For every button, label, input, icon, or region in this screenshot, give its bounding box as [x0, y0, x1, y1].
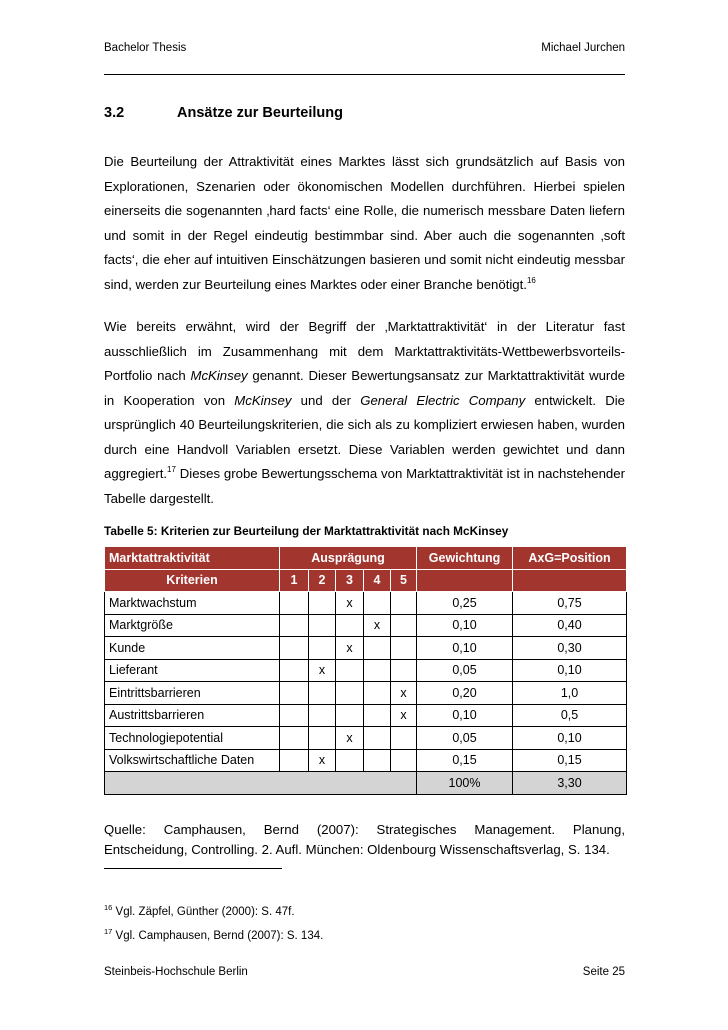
rating-cell-3: x — [336, 592, 364, 615]
rating-cell-2 — [309, 704, 336, 727]
header-kriterien: Kriterien — [105, 569, 280, 592]
section-number: 3.2 — [104, 105, 125, 121]
criterion-name: Volkswirtschaftliche Daten — [105, 749, 280, 772]
ge-emphasis: General Electric Company — [360, 392, 526, 408]
header-empty-position — [513, 569, 627, 592]
total-label-cell — [105, 772, 417, 795]
table-row — [105, 704, 627, 727]
rating-cell-4: x — [364, 614, 391, 637]
criteria-table — [104, 546, 627, 795]
rating-cell-1 — [280, 614, 309, 637]
rating-cell-5 — [391, 727, 417, 750]
criterion-name: Kunde — [105, 637, 280, 660]
rating-cell-4 — [364, 592, 391, 615]
scale-1: 1 — [280, 569, 309, 592]
rating-cell-1 — [280, 682, 309, 705]
rating-cell-5 — [391, 749, 417, 772]
table-row — [105, 637, 627, 660]
header-author: Michael Jurchen — [541, 42, 625, 54]
table-row — [105, 614, 627, 637]
paragraph-2-text-5: Dieses grobe Bewertungsschema von Marktattraktivität ist in nachstehender Tabelle dargestellt. — [104, 466, 625, 506]
paragraph-1-text: Die Beurteilung der Attraktivität eines Marktes lässt sich grundsätzlich auf Basis von Explorationen, Szenarien oder ökonomischen Modellen durchführen. Hierbei spielen einerseits die sogenannten ‚hard facts‘ eine Rolle, die numerisch messbare Daten liefern und somit in der Regel eindeutig bestimmbar sind. Aber auch die sogenannten ‚soft facts‘, die eher auf intuitiven Einschätzungen basieren und somit nicht eindeutig messbar sind, werden zur Beurteilung eines Marktes oder einer Branche benötigt. — [104, 154, 625, 292]
rating-cell-5 — [391, 592, 417, 615]
section-heading — [104, 105, 343, 121]
table-caption: Tabelle 5: Kriterien zur Beurteilung der Marktattraktivität nach McKinsey — [104, 524, 509, 538]
footnote-rule — [104, 868, 282, 869]
rating-cell-1 — [280, 704, 309, 727]
footnote-ref-17[interactable]: 17 — [167, 465, 176, 474]
criterion-weight: 0,05 — [417, 659, 513, 682]
criterion-position: 0,75 — [513, 592, 627, 615]
criterion-name: Marktwachstum — [105, 592, 280, 615]
page-footer — [104, 966, 625, 978]
footnote-16-text: Vgl. Zäpfel, Günther (2000): S. 47f. — [115, 906, 295, 918]
mckinsey-emphasis-2: McKinsey — [234, 392, 292, 408]
criterion-position: 0,10 — [513, 659, 627, 682]
table-row — [105, 749, 627, 772]
criterion-weight: 0,10 — [417, 637, 513, 660]
criterion-weight: 0,20 — [417, 682, 513, 705]
page-number: Seite 25 — [582, 966, 625, 978]
rating-cell-2: x — [309, 749, 336, 772]
header-auspraegung: Ausprägung — [280, 547, 417, 570]
rating-cell-3 — [336, 749, 364, 772]
scale-4: 4 — [364, 569, 391, 592]
rating-cell-3: x — [336, 637, 364, 660]
table-row — [105, 659, 627, 682]
rating-cell-5: x — [391, 704, 417, 727]
criterion-name: Austrittsbarrieren — [105, 704, 280, 727]
paragraph-2-text-3: und der — [291, 392, 361, 408]
criterion-position: 0,40 — [513, 614, 627, 637]
rating-cell-5: x — [391, 682, 417, 705]
criterion-weight: 0,10 — [417, 614, 513, 637]
header-gewichtung: Gewichtung — [417, 547, 513, 570]
header-thesis-label: Bachelor Thesis — [104, 42, 187, 54]
criterion-name: Marktgröße — [105, 614, 280, 637]
table-total-row — [105, 772, 627, 795]
criterion-position: 0,15 — [513, 749, 627, 772]
rating-cell-5 — [391, 659, 417, 682]
scale-3: 3 — [336, 569, 364, 592]
rating-cell-5 — [391, 614, 417, 637]
table-body — [105, 592, 627, 772]
footnote-17-number: 17 — [104, 927, 113, 936]
footnote-17 — [104, 927, 324, 942]
rating-cell-1 — [280, 659, 309, 682]
footnote-17-text: Vgl. Camphausen, Bernd (2007): S. 134. — [115, 930, 324, 942]
rating-cell-4 — [364, 749, 391, 772]
table-row — [105, 727, 627, 750]
rating-cell-2: x — [309, 659, 336, 682]
rating-cell-2 — [309, 637, 336, 660]
criterion-name: Lieferant — [105, 659, 280, 682]
scale-2: 2 — [309, 569, 336, 592]
rating-cell-3: x — [336, 727, 364, 750]
criterion-name: Eintrittsbarrieren — [105, 682, 280, 705]
table-header-row-1 — [105, 547, 627, 570]
criterion-position: 0,30 — [513, 637, 627, 660]
table-row — [105, 592, 627, 615]
rating-cell-1 — [280, 727, 309, 750]
criterion-weight: 0,05 — [417, 727, 513, 750]
rating-cell-1 — [280, 749, 309, 772]
rating-cell-5 — [391, 637, 417, 660]
paragraph-1 — [104, 150, 625, 297]
mckinsey-emphasis-1: McKinsey — [190, 368, 248, 383]
header-empty-weight — [417, 569, 513, 592]
rating-cell-3 — [336, 682, 364, 705]
rating-cell-2 — [309, 682, 336, 705]
criterion-position: 0,5 — [513, 704, 627, 727]
footnote-16 — [104, 903, 295, 918]
rating-cell-3 — [336, 614, 364, 637]
criterion-name: Technologiepotential — [105, 727, 280, 750]
rating-cell-4 — [364, 704, 391, 727]
rating-cell-4 — [364, 637, 391, 660]
footnote-ref-16[interactable]: 16 — [526, 275, 536, 285]
footer-institution: Steinbeis-Hochschule Berlin — [104, 966, 248, 978]
page-header — [104, 42, 625, 54]
paragraph-2-text-2: genannt. Dieser Bewertungsansatz zur Marktattraktivität wurde in Kooperation von — [104, 368, 625, 408]
rating-cell-1 — [280, 592, 309, 615]
paragraph-2-text-4: entwickelt. Die ursprünglich 40 Beurteilungskriterien, die sich als zu kompliziert erwiesen haben, wurden durch eine Handvoll Variablen ersetzt. Diese Variablen werden gewichtet und dann aggregiert. — [104, 392, 626, 481]
criterion-weight: 0,10 — [417, 704, 513, 727]
section-title: Ansätze zur Beurteilung — [177, 105, 343, 121]
rating-cell-1 — [280, 637, 309, 660]
footnote-16-number: 16 — [104, 903, 113, 912]
criterion-weight: 0,25 — [417, 592, 513, 615]
rating-cell-4 — [364, 659, 391, 682]
rating-cell-4 — [364, 682, 391, 705]
total-position: 3,30 — [513, 772, 627, 795]
rating-cell-2 — [309, 592, 336, 615]
rating-cell-3 — [336, 659, 364, 682]
total-weight: 100% — [417, 772, 513, 795]
table-source: Quelle: Camphausen, Bernd (2007): Strategisches Management. Planung, Entscheidung, Controlling. 2. Aufl. München: Oldenbourg Wissenschaftsverlag, S. 134. — [104, 822, 625, 857]
paragraph-2 — [104, 315, 625, 511]
table-row — [105, 682, 627, 705]
rating-cell-4 — [364, 727, 391, 750]
criterion-weight: 0,15 — [417, 749, 513, 772]
rating-cell-2 — [309, 727, 336, 750]
header-marktattraktivitaet: Marktattraktivität — [105, 547, 280, 570]
paragraph-2-text-1: Wie bereits erwähnt, wird der Begriff der ‚Marktattraktivität‘ in der Literatur fast ausschließlich im Zusammenhang mit dem Marktattraktivitäts-Wettbewerbsvorteils-Portfolio nach — [104, 319, 625, 383]
header-position: AxG=Position — [513, 547, 627, 570]
table-header-row-2 — [105, 569, 627, 592]
rating-cell-3 — [336, 704, 364, 727]
criterion-position: 0,10 — [513, 727, 627, 750]
header-rule — [104, 74, 625, 75]
scale-5: 5 — [391, 569, 417, 592]
criterion-position: 1,0 — [513, 682, 627, 705]
rating-cell-2 — [309, 614, 336, 637]
